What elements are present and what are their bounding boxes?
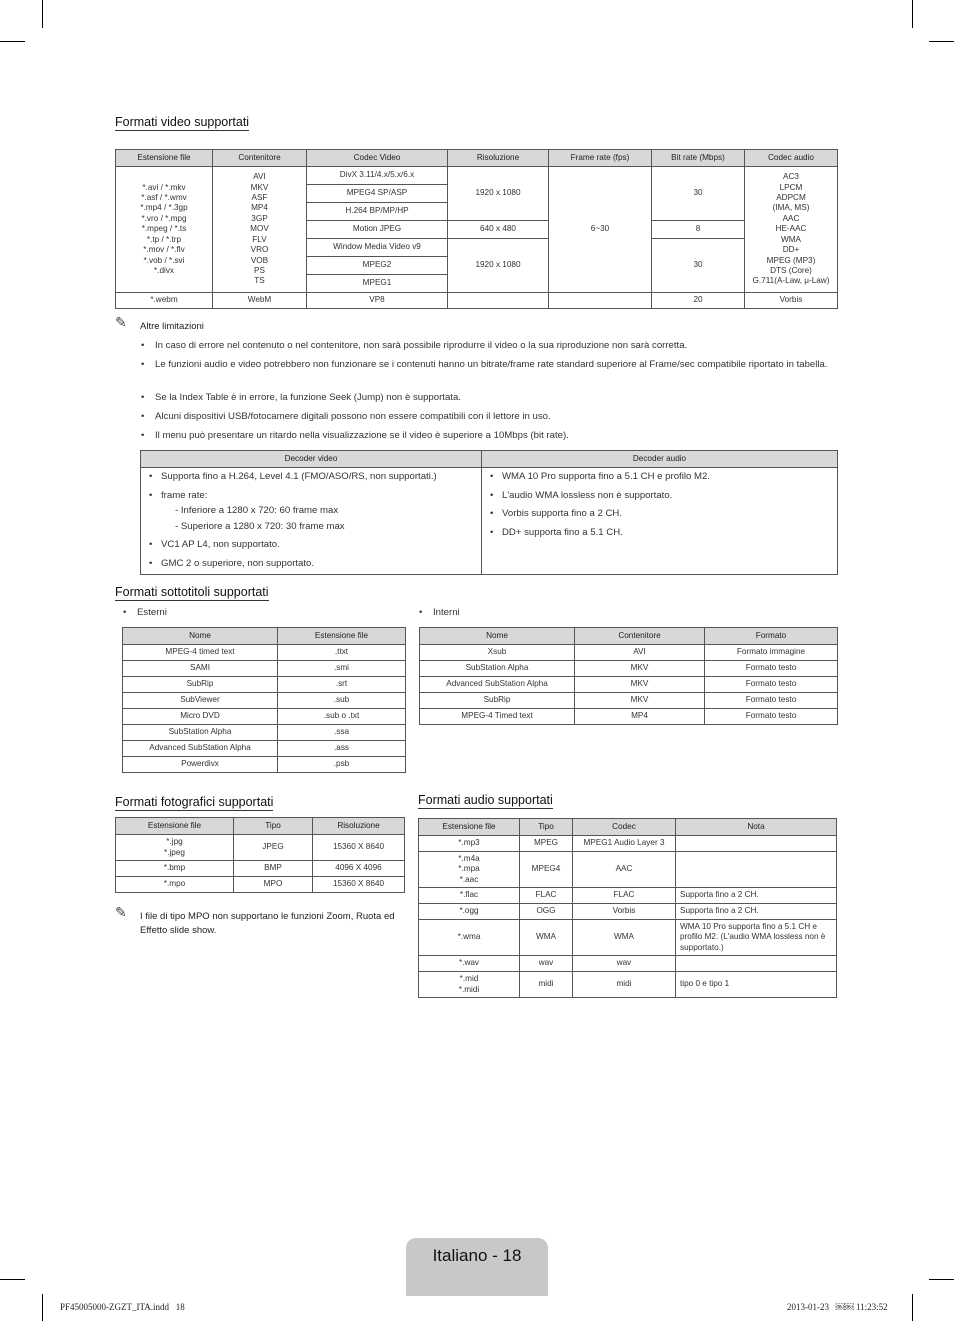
- cell-codec: MPEG4 SP/ASP: [307, 185, 448, 203]
- cell-bitrate: 30: [652, 239, 745, 293]
- th-ext: Estensione file: [278, 628, 406, 645]
- audio-formats-title: Formati audio supportati: [418, 793, 553, 807]
- cell: SubRip: [420, 693, 575, 709]
- cell: MP4: [575, 709, 705, 725]
- cell-webm-codec: VP8: [307, 293, 448, 309]
- cell: Vorbis: [573, 904, 676, 920]
- decoder-audio-item: • L'audio WMA lossless non è supportato.: [486, 489, 833, 502]
- cell: MPEG4: [520, 852, 573, 888]
- decoder-audio-item: • WMA 10 Pro supporta fino a 5.1 CH e profilo M2.: [486, 470, 833, 483]
- th-decoder-video: Decoder video: [141, 451, 482, 468]
- decoder-audio-item: • DD+ supporta fino a 5.1 CH.: [486, 526, 833, 539]
- photo-note: I file di tipo MPO non supportano le funzioni Zoom, Ruota ed Effetto slide show.: [140, 911, 395, 936]
- cell: wav: [573, 956, 676, 972]
- cell-codec: H.264 BP/MP/HP: [307, 203, 448, 221]
- cell-bitrate: 30: [652, 167, 745, 221]
- cell-webm-res: [448, 293, 549, 309]
- page-label: Italiano - 18: [432, 1246, 522, 1265]
- limit-item: • Le funzioni audio e video potrebbero non funzionare se i contenuti hanno un bitrate/frame rate standard superiore al Frame/sec compatibile riportato in tabella.: [141, 359, 828, 370]
- cell: Formato testo: [705, 709, 838, 725]
- audio-formats-table: [418, 818, 837, 998]
- th-container: Contenitore: [575, 628, 705, 645]
- cell: midi: [573, 972, 676, 998]
- cell: .sub: [278, 693, 406, 709]
- th-type: Tipo: [520, 819, 573, 836]
- video-formats-table: [115, 149, 838, 309]
- decoder-video-subitem: - Superiore a 1280 x 720: 30 frame max: [175, 520, 345, 532]
- cell-containers: AVI MKV ASF MP4 3GP MOV FLV VRO VOB PS TS: [213, 167, 307, 293]
- cell: MKV: [575, 693, 705, 709]
- cell-res: 1920 x 1080: [448, 239, 549, 293]
- cell: SubViewer: [123, 693, 278, 709]
- cell: Advanced SubStation Alpha: [420, 677, 575, 693]
- cell: [676, 852, 837, 888]
- cell-webm-fps: [549, 293, 652, 309]
- th-format: Formato: [705, 628, 838, 645]
- cell: *.wav: [419, 956, 520, 972]
- cell: .sub o .txt: [278, 709, 406, 725]
- cell-codec: DivX 3.11/4.x/5.x/6.x: [307, 167, 448, 185]
- cell-codec: Motion JPEG: [307, 221, 448, 239]
- internal-subtitles-table: [419, 627, 838, 725]
- cell: OGG: [520, 904, 573, 920]
- page-number-tab: [406, 1238, 548, 1296]
- cell: tipo 0 e tipo 1: [676, 972, 837, 998]
- th-type: Tipo: [234, 818, 313, 835]
- decoder-video-item: • VC1 AP L4, non supportato.: [145, 538, 477, 551]
- limit-item: • Alcuni dispositivi USB/fotocamere digitali possono non essere compatibili con il lettore in uso.: [141, 411, 551, 422]
- external-subtitles-table: [122, 627, 406, 773]
- pencil-note-icon: ✎: [115, 904, 127, 920]
- cell: MKV: [575, 677, 705, 693]
- cell: 15360 X 8640: [313, 835, 405, 861]
- th-note: Nota: [676, 819, 837, 836]
- cell: *.bmp: [116, 861, 234, 877]
- cell: WMA: [573, 920, 676, 956]
- cell: Formato testo: [705, 661, 838, 677]
- limit-item: • Il menu può presentare un ritardo nella visualizzazione se il video è superiore a 10Mbps (bit rate).: [141, 430, 569, 441]
- crop-mark: [929, 1279, 954, 1280]
- cell: *.ogg: [419, 904, 520, 920]
- cell-webm-ext: *.webm: [116, 293, 213, 309]
- th-res: Risoluzione: [313, 818, 405, 835]
- th-bitrate: Bit rate (Mbps): [652, 150, 745, 167]
- cell-res: 640 x 480: [448, 221, 549, 239]
- photo-formats-table: [115, 817, 405, 893]
- cell: 15360 X 8640: [313, 877, 405, 893]
- cell: .psb: [278, 757, 406, 773]
- crop-mark: [42, 1294, 43, 1321]
- th-ext: Estensione file: [419, 819, 520, 836]
- cell: SAMI: [123, 661, 278, 677]
- cell: Formato testo: [705, 693, 838, 709]
- cell: Micro DVD: [123, 709, 278, 725]
- internal-label: • Interni: [419, 607, 460, 618]
- subtitle-formats-title: Formati sottotitoli supportati: [115, 585, 269, 599]
- decoder-video-item: • frame rate:: [145, 489, 477, 502]
- cell: FLAC: [573, 888, 676, 904]
- cell: *.wma: [419, 920, 520, 956]
- cell: .ssa: [278, 725, 406, 741]
- cell-codec: Window Media Video v9: [307, 239, 448, 257]
- cell-webm-container: WebM: [213, 293, 307, 309]
- external-label: • Esterni: [123, 607, 167, 618]
- th-codec: Codec Video: [307, 150, 448, 167]
- cell-res: 1920 x 1080: [448, 167, 549, 221]
- cell: .ttxt: [278, 645, 406, 661]
- pencil-note-icon: ✎: [115, 314, 127, 330]
- cell: SubRip: [123, 677, 278, 693]
- cell: *.jpg *.jpeg: [116, 835, 234, 861]
- decoder-video-cell: [141, 468, 482, 575]
- cell-fps: 6~30: [549, 167, 652, 293]
- video-formats-title: Formati video supportati: [115, 115, 250, 129]
- cell: *.m4a *.mpa *.aac: [419, 852, 520, 888]
- th-name: Nome: [123, 628, 278, 645]
- cell: Formato immagine: [705, 645, 838, 661]
- cell: WMA 10 Pro supporta fino a 5.1 CH e profilo M2. (L'audio WMA lossless non è supportato.): [676, 920, 837, 956]
- decoder-table: [140, 450, 838, 575]
- footer-file: PF45005000-ZGZT_ITA.indd 18: [60, 1302, 185, 1312]
- decoder-audio-item: • Vorbis supporta fino a 2 CH.: [486, 507, 833, 520]
- cell-webm-bitrate: 20: [652, 293, 745, 309]
- th-ext: Estensione file: [116, 150, 213, 167]
- cell: *.mid *.midi: [419, 972, 520, 998]
- limits-title: Altre limitazioni: [140, 321, 204, 332]
- th-container: Contenitore: [213, 150, 307, 167]
- th-fps: Frame rate (fps): [549, 150, 652, 167]
- decoder-video-item: • Supporta fino a H.264, Level 4.1 (FMO/ASO/RS, non supportati.): [145, 470, 477, 483]
- cell-codec: MPEG2: [307, 257, 448, 275]
- cell: FLAC: [520, 888, 573, 904]
- cell: Supporta fino a 2 CH.: [676, 888, 837, 904]
- decoder-video-subitem: - Inferiore a 1280 x 720: 60 frame max: [175, 504, 339, 516]
- crop-mark: [929, 41, 954, 42]
- th-decoder-audio: Decoder audio: [482, 451, 838, 468]
- cell: JPEG: [234, 835, 313, 861]
- cell: MPEG-4 timed text: [123, 645, 278, 661]
- cell-codec: MPEG1: [307, 275, 448, 293]
- cell: MPEG: [520, 836, 573, 852]
- cell: .srt: [278, 677, 406, 693]
- crop-mark: [912, 1294, 913, 1321]
- cell: MPO: [234, 877, 313, 893]
- th-codec: Codec: [573, 819, 676, 836]
- cell: *.mpo: [116, 877, 234, 893]
- decoder-video-item: • GMC 2 o superiore, non supportato.: [145, 557, 477, 570]
- cell: AAC: [573, 852, 676, 888]
- cell: .ass: [278, 741, 406, 757]
- cell: SubStation Alpha: [420, 661, 575, 677]
- cell: [676, 956, 837, 972]
- cell: .smi: [278, 661, 406, 677]
- crop-mark: [0, 1279, 25, 1280]
- cell-bitrate: 8: [652, 221, 745, 239]
- limit-item: • In caso di errore nel contenuto o nel contenitore, non sarà possibile riprodurre il video o la sua riproduzione non sarà corretta.: [141, 340, 688, 351]
- crop-mark: [42, 0, 43, 28]
- cell-audio-codecs: AC3 LPCM ADPCM (IMA, MS) AAC HE-AAC WMA DD+ MPEG (MP3) DTS (Core) G.711(A-Law, μ-Law): [745, 167, 838, 293]
- th-name: Nome: [420, 628, 575, 645]
- cell: SubStation Alpha: [123, 725, 278, 741]
- limit-item: • Se la Index Table è in errore, la funzione Seek (Jump) non è supportata.: [141, 392, 461, 403]
- cell: [676, 836, 837, 852]
- cell: *.mp3: [419, 836, 520, 852]
- cell: midi: [520, 972, 573, 998]
- cell: 4096 X 4096: [313, 861, 405, 877]
- cell: Formato testo: [705, 677, 838, 693]
- cell: Xsub: [420, 645, 575, 661]
- cell: BMP: [234, 861, 313, 877]
- cell: AVI: [575, 645, 705, 661]
- cell: Supporta fino a 2 CH.: [676, 904, 837, 920]
- cell: WMA: [520, 920, 573, 956]
- photo-formats-title: Formati fotografici supportati: [115, 795, 274, 809]
- cell: MKV: [575, 661, 705, 677]
- cell: MPEG1 Audio Layer 3: [573, 836, 676, 852]
- decoder-audio-cell: [482, 468, 838, 575]
- footer-date: 2013-01-23 ￼￼ 11:23:52: [787, 1302, 888, 1312]
- cell: *.flac: [419, 888, 520, 904]
- crop-mark: [912, 0, 913, 28]
- th-audio: Codec audio: [745, 150, 838, 167]
- cell: Powerdivx: [123, 757, 278, 773]
- cell-extensions: *.avi / *.mkv *.asf / *.wmv *.mp4 / *.3gp *.vro / *.mpg *.mpeg / *.ts *.tp / *.trp *.mov / *.flv *.vob / *.svi *.divx: [116, 167, 213, 293]
- th-ext: Estensione file: [116, 818, 234, 835]
- cell: Advanced SubStation Alpha: [123, 741, 278, 757]
- crop-mark: [0, 41, 25, 42]
- th-res: Risoluzione: [448, 150, 549, 167]
- cell: wav: [520, 956, 573, 972]
- cell-webm-audio: Vorbis: [745, 293, 838, 309]
- cell: MPEG-4 Timed text: [420, 709, 575, 725]
